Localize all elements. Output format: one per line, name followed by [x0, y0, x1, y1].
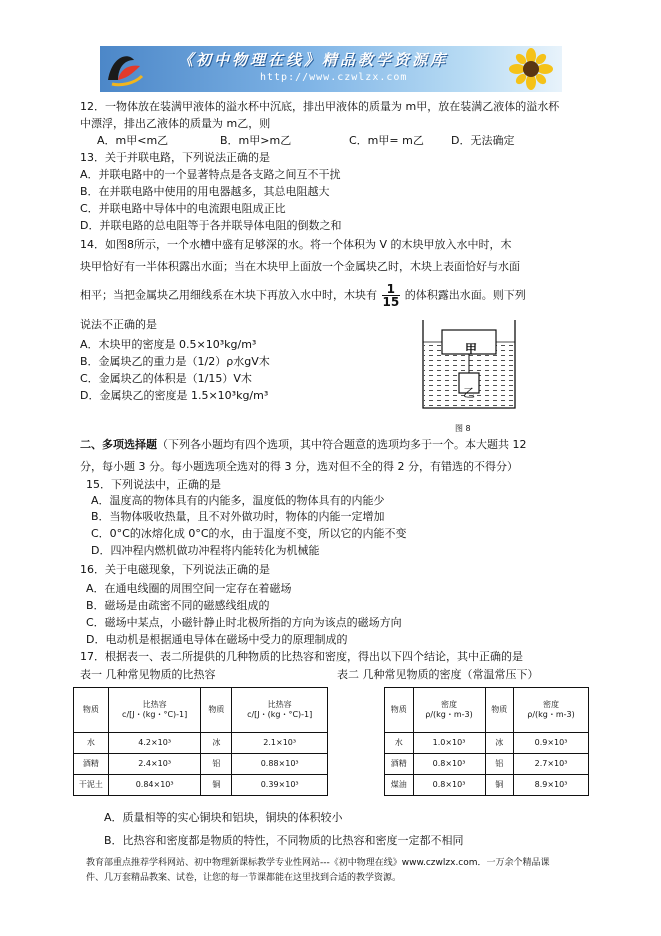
table-cell: 酒精: [385, 754, 414, 775]
q14-option-b: B．金属块乙的重力是（1/2）ρ水gV木: [80, 355, 270, 368]
table-cell: 2.1×10³: [232, 733, 328, 754]
table-cell: 0.88×10³: [232, 754, 328, 775]
section2-intro-2: 分，每小题 3 分。每小题选项全选对的得 3 分，选对但不全的得 2 分，有错选的不得分）: [80, 460, 518, 473]
section2-title: 二、多项选择题: [80, 438, 157, 451]
table1-header-value-b: [232, 688, 328, 733]
table2-caption: 表二 几种常见物质的密度（常温常压下）: [337, 668, 539, 681]
q14-option-a: A．木块甲的密度是 0.5×10³kg/m³: [80, 338, 257, 351]
table-cell: 水: [74, 733, 109, 754]
table-cell: 冰: [201, 733, 232, 754]
table2-header-title-a: 密度: [441, 700, 458, 709]
table1-header-value-a: [108, 688, 201, 733]
q14-fraction: [382, 283, 401, 308]
q16-stem: 16．关于电磁现象，下列说法正确的是: [80, 563, 270, 576]
table-cell: 水: [385, 733, 414, 754]
q15-option-c: C．0°C的冰熔化成 0°C的水，由于温度不变，所以它的内能不变: [91, 527, 407, 540]
footer-line-1: 教育部重点推荐学科网站、初中物理新课标教学专业性网站---《初中物理在线》www.czwlzx.com．一万余个精品课: [86, 858, 550, 868]
table-cell: 0.84×10³: [108, 775, 201, 796]
q12-stem-line1: 12．一物体放在装满甲液体的溢水杯中沉底，排出甲液体的质量为 m甲，放在装满乙液体的溢水杯: [80, 100, 560, 113]
table-cell: 4.2×10³: [108, 733, 201, 754]
q17-option-b: B．比热容和密度都是物质的特性，不同物质的比热容和密度一定都不相同: [104, 834, 464, 847]
q13-option-a: A．并联电路中的一个显著特点是各支路之间互不干扰: [80, 168, 341, 181]
section2-intro-1: （下列各小题均有四个选项，其中符合题意的选项均多于一个。本大题共 12: [157, 438, 527, 451]
q14-line3-post: 的体积露出水面。则下列: [404, 288, 526, 302]
table-cell: 铝: [485, 754, 514, 775]
table1-header-substance-a: 物质: [74, 688, 109, 733]
page-footer: [86, 856, 606, 886]
q14-stem-line3: [80, 283, 526, 308]
footer-line-2: 件、几万套精品教案、试卷，让您的每一节课都能在这里找到合适的教学资源。: [86, 873, 402, 883]
q16-option-c: C．磁场中某点，小磁针静止时北极所指的方向为该点的磁场方向: [86, 616, 402, 629]
q12-stem-line2: 中漂浮，排出乙液体的质量为 m乙，则: [80, 117, 271, 130]
table1-header-unit-a: c/[J・(kg・°C)-1]: [122, 710, 188, 719]
table-cell: 煤油: [385, 775, 414, 796]
q14-stem-line1: 14．如图8所示，一个水槽中盛有足够深的水。将一个体积为 V 的木块甲放入水中时，木: [80, 238, 512, 251]
table2-header-value-a: [413, 688, 485, 733]
table-cell: 1.0×10³: [413, 733, 485, 754]
q13-option-b: B．在并联电路中使用的用电器越多，其总电阻越大: [80, 185, 330, 198]
section2-heading-line1: [80, 438, 527, 452]
header-banner: [100, 46, 562, 92]
figure-label-block-yi: 乙: [463, 386, 476, 400]
q13-option-d: D．并联电路的总电阻等于各并联导体电阻的倒数之和: [80, 219, 342, 232]
figure-caption: 图 8: [455, 424, 471, 433]
q12-option-d: D．无法确定: [451, 134, 515, 147]
q13-option-c: C．并联电路中导体中的电流跟电阻成正比: [80, 202, 286, 215]
table-cell: 铜: [201, 775, 232, 796]
table1-header-unit-b: c/[J・(kg・°C)-1]: [247, 710, 313, 719]
table2-density: [384, 687, 589, 796]
table-row: [74, 754, 328, 775]
table2-header-substance-b: 物质: [485, 688, 514, 733]
q14-option-d: D．金属块乙的密度是 1.5×10³kg/m³: [80, 389, 269, 402]
table2-header-unit-a: ρ/(kg・m-3): [425, 710, 473, 719]
q16-option-a: A．在通电线圈的周围空间一定存在着磁场: [86, 582, 292, 595]
q16-option-b: B．磁场是由疏密不同的磁感线组成的: [86, 599, 270, 612]
table-cell: 铝: [201, 754, 232, 775]
table-cell: 0.8×10³: [413, 754, 485, 775]
figure-label-block-jia: 甲: [465, 342, 478, 356]
table-cell: 酒精: [74, 754, 109, 775]
table1-caption: 表一 几种常见物质的比热容: [80, 668, 216, 681]
table1-header-title-b: 比热容: [267, 700, 292, 709]
table-cell: 8.9×10³: [514, 775, 589, 796]
site-logo-icon: [104, 50, 144, 88]
q14-fraction-numerator: 1: [382, 283, 401, 296]
table1-header-substance-b: 物质: [201, 688, 232, 733]
q14-stem-line4: 说法不正确的是: [80, 318, 157, 331]
q17-option-a: A．质量相等的实心铜块和铝块，铜块的体积较小: [104, 811, 343, 824]
table-cell: 2.7×10³: [514, 754, 589, 775]
table-row: [74, 775, 328, 796]
q12-option-b: B．m甲>m乙: [220, 134, 292, 147]
table-cell: 2.4×10³: [108, 754, 201, 775]
table2-header-title-b: 密度: [543, 700, 560, 709]
q13-stem: 13．关于并联电路，下列说法正确的是: [80, 151, 270, 164]
q14-stem-line2: 块甲恰好有一半体积露出水面；当在木块甲上面放一个金属块乙时，木块上表面恰好与水面: [80, 260, 520, 273]
sunflower-icon: [506, 48, 556, 90]
table2-header-value-b: [514, 688, 589, 733]
table-row: [74, 733, 328, 754]
table-row: [385, 733, 589, 754]
table-cell: 冰: [485, 733, 514, 754]
q12-option-a: A．m甲<m乙: [97, 134, 169, 147]
banner-title: 《初中物理在线》精品教学资源库: [178, 51, 449, 69]
table-row: [385, 775, 589, 796]
table-cell: 铜: [485, 775, 514, 796]
table-row: [385, 754, 589, 775]
table-cell: 0.39×10³: [232, 775, 328, 796]
q17-stem: 17．根据表一、表二所提供的几种物质的比热容和密度，得出以下四个结论，其中正确的是: [80, 650, 523, 663]
table-cell: 0.8×10³: [413, 775, 485, 796]
banner-url[interactable]: http://www.czwlzx.com: [260, 72, 408, 83]
q15-option-d: D．四冲程内燃机做功冲程将内能转化为机械能: [91, 544, 320, 557]
q15-option-b: B．当物体吸收热量，且不对外做功时，物体的内能一定增加: [91, 510, 385, 523]
table-cell: 0.9×10³: [514, 733, 589, 754]
q15-option-a: A．温度高的物体具有的内能多，温度低的物体具有的内能少: [91, 494, 385, 507]
q16-option-d: D．电动机是根据通电导体在磁场中受力的原理制成的: [86, 633, 348, 646]
q14-line3-pre: 相平；当把金属块乙用细线系在木块下再放入水中时，木块有: [80, 288, 377, 302]
q15-stem: 15．下列说法中，正确的是: [86, 478, 221, 491]
table1-specific-heat: [73, 687, 328, 796]
table1-header-title-a: 比热容: [142, 700, 167, 709]
table2-header-substance-a: 物质: [385, 688, 414, 733]
table-cell: 干泥土: [74, 775, 109, 796]
q14-option-c: C．金属块乙的体积是（1/15）V木: [80, 372, 252, 385]
table2-header-unit-b: ρ/(kg・m-3): [527, 710, 575, 719]
q14-fraction-denominator: 15: [382, 295, 400, 309]
q12-option-c: C．m甲= m乙: [349, 134, 424, 147]
